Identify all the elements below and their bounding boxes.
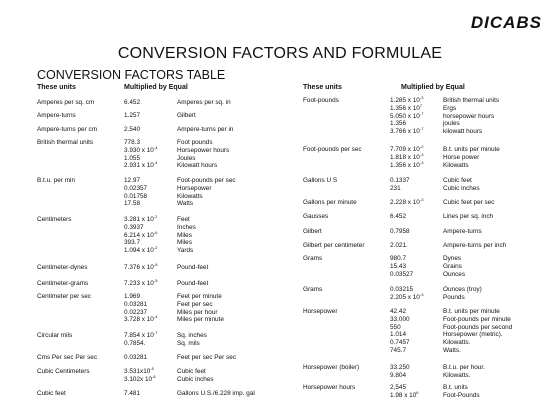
result-unit: Kilowatts. <box>443 371 471 379</box>
factor-value: 1.969 <box>124 293 140 300</box>
unit-name: Grams <box>303 255 323 262</box>
unit-name: Gilbert <box>303 228 322 235</box>
exponent: 7 <box>419 102 423 108</box>
unit-name: Ampere-turns <box>37 112 76 119</box>
factor-value: 778.3 <box>124 139 140 146</box>
result-unit: Cubic feet <box>443 177 472 184</box>
factor-value: 1.356 x $10^{-3}$ <box>390 159 424 169</box>
result-unit: horsepower hours <box>443 112 495 120</box>
exponent: -3 <box>419 94 424 100</box>
factor-value: 3.102x $10^{-6}$ <box>124 373 156 383</box>
result-unit: B.t. units <box>443 384 468 391</box>
result-unit: Cubic inches <box>177 375 214 383</box>
factor-value: 6.452 <box>390 213 406 220</box>
unit-name: Circular mils <box>37 332 73 339</box>
factor-value: 5.050 x $10^{-7}$ <box>390 110 424 120</box>
factor-value: 1.014 <box>390 331 406 339</box>
factor-value: 3.728 x $10^{-4}$ <box>124 314 158 324</box>
unit-name: Ampere-turns per cm <box>37 126 98 133</box>
factor-value: 0.1337 <box>390 177 410 184</box>
result-unit: Miles per minute <box>177 316 224 324</box>
factor-value: 42.42 <box>390 308 406 315</box>
factor-value: 1.094 x $10^{-2}$ <box>124 245 158 255</box>
result-unit: B.t. units per minute <box>443 146 500 153</box>
factor-value: 0.03527 <box>390 270 414 278</box>
factor-value: 0.7958 <box>390 228 410 235</box>
result-unit: Joules <box>177 154 196 162</box>
result-unit: Ergs <box>443 104 457 112</box>
factor-value: 3.930 x $10^{-4}$ <box>124 144 158 154</box>
result-unit: Foot-Pounds <box>443 391 480 399</box>
unit-name: Gilbert per centimeter <box>303 242 365 249</box>
factor-value: 2.021. <box>390 242 408 249</box>
result-unit: Dynes <box>443 255 462 262</box>
factor-value: 0.01758 <box>124 192 148 200</box>
factor-value: 0.03215 <box>390 286 414 293</box>
factor-value: 3.766 x $10^{-7}$ <box>390 126 424 136</box>
result-unit: Foot-pounds per minute <box>443 315 511 323</box>
unit-name: Amperes per sq. cm <box>37 99 95 106</box>
result-unit: Lines per sq. inch <box>443 213 494 220</box>
unit-name: Foot-pounds <box>303 97 339 104</box>
factor-value: 17.58 <box>124 200 140 208</box>
unit-name: Grams <box>303 286 323 293</box>
unit-name: Gausses <box>303 213 329 220</box>
factor-value: 1.356 <box>390 120 406 128</box>
header-units-left: These units <box>37 84 76 91</box>
factor-value: 0.02357 <box>124 184 148 192</box>
result-unit: Miles <box>177 239 192 247</box>
factor-value: 1.285 x $10^{-3}$ <box>390 94 424 104</box>
factor-value: 0.7854. <box>124 339 146 347</box>
factor-value: 2.540 <box>124 126 140 133</box>
result-unit: Sq. mils <box>177 339 200 347</box>
unit-name: Centimeter-dynes <box>37 264 88 271</box>
result-unit: Gallons U.S./6.228 imp. gal <box>177 390 255 397</box>
unit-name: Foot-pounds per sec <box>303 146 362 153</box>
factor-value: 7.233 x $10^{-5}$ <box>124 277 158 287</box>
factor-value: 7.854 x $10^{-7}$ <box>124 329 158 339</box>
exponent: -6 <box>152 373 156 379</box>
factor-value: 0.7457 <box>390 339 410 347</box>
header-units-right: These units <box>303 84 342 91</box>
factor-value: 1.055 <box>124 154 140 162</box>
exponent: -3 <box>419 196 424 202</box>
unit-name: Cms Per sec Per sec <box>37 354 98 361</box>
factor-value: 7.709 x $10^{-2}$ <box>390 143 424 153</box>
result-unit: Horse power <box>443 153 480 161</box>
result-unit: Amperes per sq. in <box>177 99 231 106</box>
result-unit: Cubic feet per sec <box>443 199 495 206</box>
factor-value: 6.214 x $10^{-6}$ <box>124 229 158 239</box>
unit-name: Centimeter per sec <box>37 293 91 300</box>
exponent: -6 <box>153 229 158 235</box>
exponent: -7 <box>419 126 424 132</box>
unit-name: Horsepower hours <box>303 384 356 391</box>
table-title: CONVERSION FACTORS TABLE <box>37 68 226 82</box>
unit-name: Horsepower (boiler) <box>303 364 360 371</box>
factor-value: 15.43 <box>390 262 406 270</box>
result-unit: Gilbert <box>177 112 196 119</box>
factor-value: 7.376 x $10^{-8}$ <box>124 261 158 271</box>
result-unit: Ampere-turns per in <box>177 126 234 133</box>
result-unit: Miles per hour <box>177 308 218 316</box>
result-unit: Feet per sec <box>177 300 213 308</box>
factor-value: 2,545 <box>390 384 406 391</box>
result-unit: Foot-pounds per second <box>443 323 513 331</box>
exponent: -2 <box>153 213 158 219</box>
exponent: -3 <box>419 151 424 157</box>
exponent: -4 <box>153 144 158 150</box>
unit-name: Horsepower <box>303 308 338 315</box>
result-unit: B.t. units per minute <box>443 308 500 315</box>
unit-name: Cubic feet <box>37 390 66 397</box>
exponent: -5 <box>153 277 158 283</box>
result-unit: Watts <box>177 200 194 208</box>
factor-value: 9.804 <box>390 371 406 379</box>
result-unit: Ampere-turns per inch <box>443 242 507 249</box>
result-unit: Pound-feet <box>177 280 209 287</box>
factor-value: 0.3937 <box>124 223 144 231</box>
result-unit: Sq. inches <box>177 332 207 339</box>
factor-value: 231 <box>390 184 401 192</box>
unit-name: Cubic Centimeters <box>37 368 90 375</box>
result-unit: Yards <box>177 247 194 255</box>
factor-value: $3.531x10^{-5}$ <box>124 365 154 375</box>
factor-value: 745.7 <box>390 346 406 354</box>
factor-value: 2.228 x $10^{-3}$ <box>390 196 424 206</box>
result-unit: Kilowatts. <box>443 339 471 347</box>
header-mult-left: Multiplied by Equal <box>124 84 188 91</box>
brand-logo: DICABS <box>470 13 542 32</box>
factor-value: 1.257 <box>124 112 140 119</box>
result-unit: British thermal units <box>443 97 500 104</box>
exponent: -5 <box>150 365 154 371</box>
result-unit: Ounces (troy) <box>443 286 482 293</box>
result-unit: Pound-feet <box>177 264 209 271</box>
unit-name: Centimeter-grams <box>37 280 89 287</box>
result-unit: Watts. <box>443 346 461 354</box>
exponent: -4 <box>153 160 158 166</box>
factor-value: 6.452 <box>124 99 140 106</box>
exponent: -3 <box>419 159 424 165</box>
result-unit: Kilowatts <box>177 192 203 200</box>
factor-value: 0.03281 <box>124 354 148 361</box>
result-unit: Feet <box>177 216 190 223</box>
factor-value: 33.250 <box>390 364 410 371</box>
unit-name: Gallons per minute <box>303 199 357 206</box>
result-unit: Foot pounds <box>177 139 213 146</box>
result-unit: Foot-pounds per sec <box>177 177 236 184</box>
result-unit: Horsepower (metric). <box>443 331 503 339</box>
factor-value: 12.97 <box>124 177 140 184</box>
result-unit: Inches <box>177 223 196 231</box>
result-unit: Horsepower hours <box>177 146 230 154</box>
exponent: -8 <box>153 261 158 267</box>
exponent: 6 <box>416 389 419 395</box>
result-unit: Cubic inches <box>443 184 480 192</box>
factor-value: 0.03281 <box>124 300 148 308</box>
result-unit: Ounces <box>443 270 466 278</box>
result-unit: Miles <box>177 231 192 239</box>
result-unit: Cubic feet <box>177 368 206 375</box>
result-unit: Kilowatts <box>443 161 469 169</box>
factor-value: 393.7 <box>124 239 140 247</box>
factor-value: 1.356 x $10^7$ <box>390 102 423 112</box>
result-unit: Grains <box>443 262 462 270</box>
unit-name: B.t.u. per min <box>37 177 76 184</box>
unit-name: Centimeters <box>37 216 72 223</box>
document-title: CONVERSION FACTORS AND FORMULAE <box>117 45 443 62</box>
exponent: -2 <box>153 245 158 251</box>
factor-value: 980.7 <box>390 255 406 262</box>
factor-value: 550 <box>390 323 401 331</box>
result-unit: Horsepower <box>177 184 212 192</box>
factor-value: 1.98 x $10^6$ <box>390 389 419 399</box>
factor-value: 7.481 <box>124 390 140 397</box>
exponent: -7 <box>153 329 158 335</box>
result-unit: B.t.u. per hour. <box>443 364 485 371</box>
result-unit: Kilowatt hours <box>177 162 218 170</box>
result-unit: Ampere-turns <box>443 228 482 235</box>
result-unit: joules <box>443 120 460 128</box>
factor-value: 33.000 <box>390 315 410 323</box>
header-mult-right: Multiplied by Equal <box>401 84 465 91</box>
unit-name: Gallons U S <box>303 177 338 184</box>
unit-name: British thermal units <box>37 139 94 146</box>
exponent: -4 <box>153 314 158 320</box>
factor-value: 1.818 x $10^{-3}$ <box>390 151 424 161</box>
factor-value: 2.205 x $10^{-3}$ <box>390 291 424 301</box>
exponent: -2 <box>419 143 424 149</box>
result-unit: kilowatt hours <box>443 128 483 136</box>
result-unit: Feet per sec Per sec <box>177 354 236 361</box>
exponent: -7 <box>419 110 424 116</box>
exponent: -3 <box>419 291 424 297</box>
factor-value: 0.02237 <box>124 308 148 316</box>
factor-value: 2.931 x $10^{-4}$ <box>124 160 158 170</box>
result-unit: Feet per minute <box>177 293 222 300</box>
factor-value: 3.281 x $10^{-2}$ <box>124 213 158 223</box>
result-unit: Pounds <box>443 293 465 301</box>
